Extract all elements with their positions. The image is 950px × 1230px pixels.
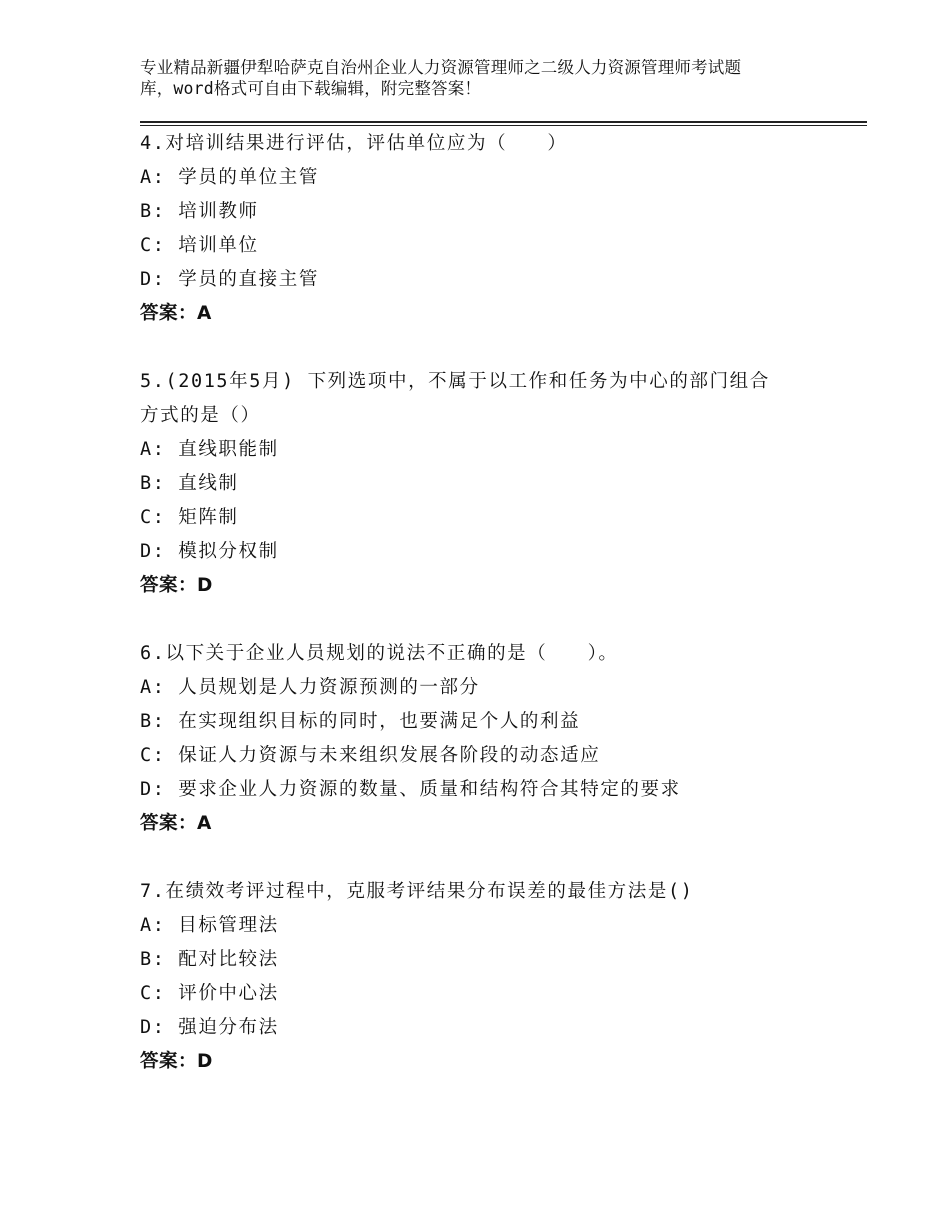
option-a: A: 学员的单位主管 [140, 167, 319, 188]
option-b: B: 培训教师 [140, 201, 259, 222]
option-a: A: 目标管理法 [140, 915, 279, 936]
answer-line: 答案：D [140, 575, 213, 596]
question-stem: 6.以下关于企业人员规划的说法不正确的是（ ）。 [140, 643, 619, 664]
option-c: C: 培训单位 [140, 235, 259, 256]
header-line-2: 库，word格式可自由下载编辑，附完整答案！ [140, 79, 482, 98]
question-stem: 4.对培训结果进行评估，评估单位应为（ ） [140, 133, 568, 154]
header-divider-thick [140, 121, 867, 123]
question-spacer [140, 331, 840, 365]
question-6 [140, 637, 840, 841]
header-divider-thin [140, 125, 867, 126]
option-a: A: 直线职能制 [140, 439, 279, 460]
option-d: D: 模拟分权制 [140, 541, 279, 562]
answer-line: 答案：A [140, 813, 212, 834]
question-4 [140, 127, 840, 331]
option-c: C: 矩阵制 [140, 507, 239, 528]
answer-line: 答案：D [140, 1051, 213, 1072]
question-spacer [140, 603, 840, 637]
header-line-1: 专业精品新疆伊犁哈萨克自治州企业人力资源管理师之二级人力资源管理师考试题 [140, 58, 742, 77]
question-spacer [140, 841, 840, 875]
answer-line: 答案：A [140, 303, 212, 324]
question-stem: 5.(2015年5月) 下列选项中，不属于以工作和任务为中心的部门组合 [140, 371, 770, 392]
option-c: C: 评价中心法 [140, 983, 279, 1004]
question-list [140, 127, 840, 1079]
question-stem-continued: 方式的是（） [140, 405, 261, 426]
option-d: D: 要求企业人力资源的数量、质量和结构符合其特定的要求 [140, 779, 681, 800]
option-b: B: 在实现组织目标的同时，也要满足个人的利益 [140, 711, 581, 732]
option-b: B: 直线制 [140, 473, 239, 494]
question-stem: 7.在绩效考评过程中，克服考评结果分布误差的最佳方法是() [140, 881, 694, 902]
document-header [140, 57, 830, 99]
question-5 [140, 365, 840, 603]
option-d: D: 强迫分布法 [140, 1017, 279, 1038]
option-c: C: 保证人力资源与未来组织发展各阶段的动态适应 [140, 745, 601, 766]
option-d: D: 学员的直接主管 [140, 269, 319, 290]
question-7 [140, 875, 840, 1079]
option-a: A: 人员规划是人力资源预测的一部分 [140, 677, 480, 698]
option-b: B: 配对比较法 [140, 949, 279, 970]
